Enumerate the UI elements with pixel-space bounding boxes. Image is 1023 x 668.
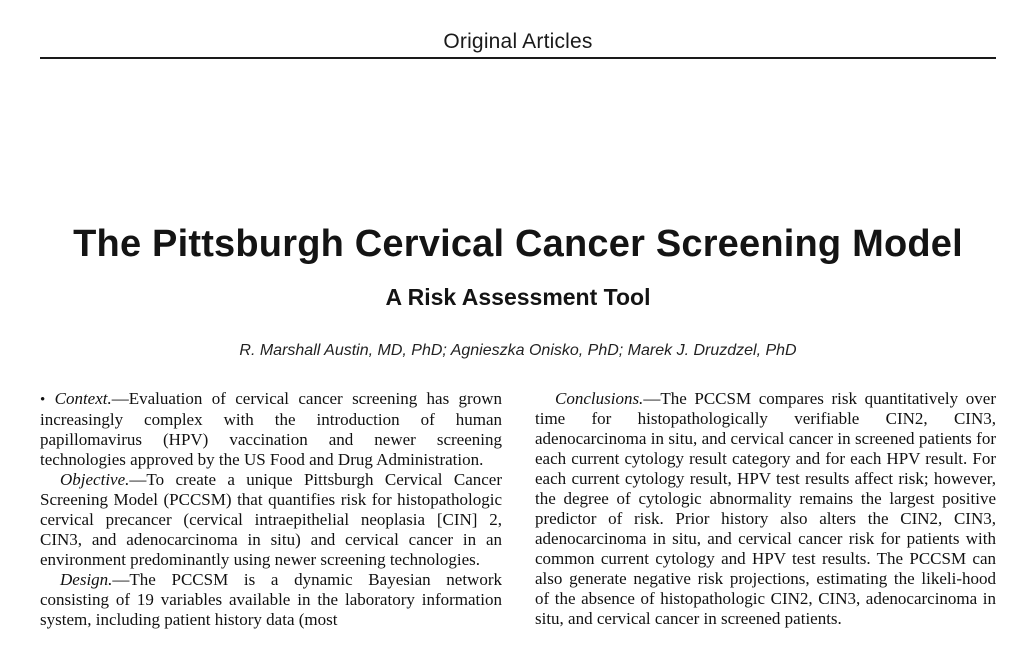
article-subtitle: A Risk Assessment Tool [385,284,651,310]
context-label: Context. [54,389,112,408]
design-text: —The PCCSM is a dynamic Bayesian network consisting of 19 variables available in the laboratory information system, including patient history data (most [40,570,502,629]
conclusions-label: Conclusions. [555,389,644,408]
objective-text: —To create a unique Pittsburgh Cervical Cancer Screening Model (PCCSM) that quantifies risk for histopathologic cervical precancer (cervical intraepithelial neoplasia [CIN] 2, CIN3, and adenocarcinoma in situ) and cervical cancer in an environment predominantly using newer screening technologies. [40,470,502,569]
conclusions-text: —The PCCSM compares risk quantitatively over time for histopathologically verifiable CIN2, CIN3, adenocarcinoma in situ, and cervical cancer in screened patients for each current cytology result category and for each HPV result. For each current cytology result, HPV test results affect risk; however, the degree of cytologic abnormality remains the largest positive predictor of risk. Prior history also alters the CIN2, CIN3, adenocarcinoma in situ, and cervical cancer risk for patients with common current cytology and HPV test results. The PCCSM can also generate negative risk projections, estimating the likeli-hood of the absence of histopathologic CIN2, CIN3, adenocarcinoma in situ, and cervical cancer in screened patients. [535,389,996,628]
design-paragraph [40,570,502,630]
author-list: R. Marshall Austin, MD, PhD; Agnieszka Onisko, PhD; Marek J. Druzdzel, PhD [239,342,797,359]
conclusions-paragraph [535,389,996,629]
header-divider [40,57,996,59]
article-title: The Pittsburgh Cervical Cancer Screening Model [73,223,963,265]
objective-paragraph [40,470,502,570]
objective-label: Objective. [60,470,130,489]
design-label: Design. [60,570,113,589]
context-text: —Evaluation of cervical cancer screening has grown increasingly complex with the introduction of human papillomavirus (HPV) vaccination and newer screening technologies approved by the US Food and Drug Administration. [40,389,502,469]
abstract-left-column [40,389,502,630]
abstract-right-column [535,389,996,629]
context-paragraph [40,389,502,470]
bullet-icon: • [40,392,46,408]
section-header: Original Articles [443,30,593,53]
